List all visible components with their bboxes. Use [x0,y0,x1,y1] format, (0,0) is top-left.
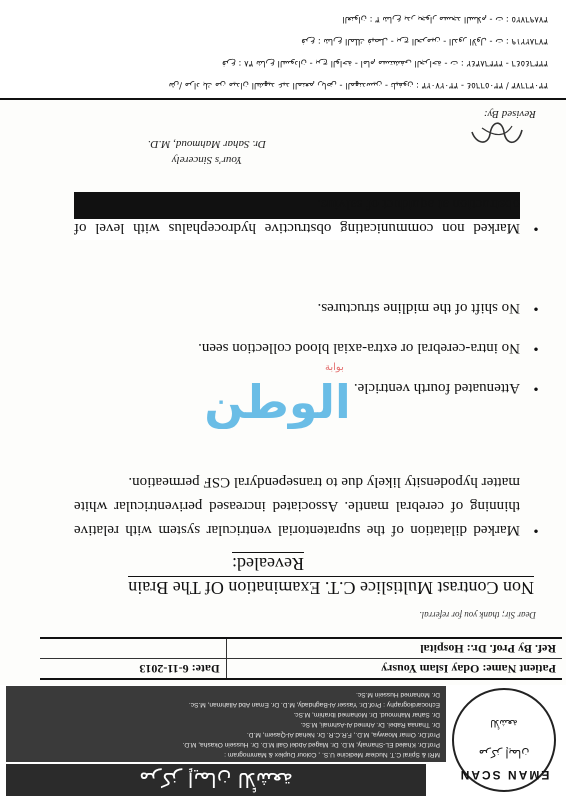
staff-line: Prof.Dr. Omar Moawya, M.D., F.R.C.R. Dr. Nehad Al-Qasem, M.D. [246,731,440,738]
finding-text: Attenuated fourth ventricle. [353,380,520,396]
logo-arabic-text: مركز إيمان [478,747,530,760]
patient-row-2 [40,639,562,658]
referring-doctor: Ref. By Prof. Dr.: Hospital [226,639,562,658]
footer-line: ش/ مراد بك من ميدان الشهيد عبد المنعم رياض - المهندسين - تليفون : ٣٣٠٢٧٠٢٣ - ٣٣٠٥٦٦٥٤ / ٣٣٠٣٦٦٧٣ [168,80,548,90]
patient-name: Patient Name: Oday Islam Yousry [226,659,562,678]
empty-cell [40,639,226,658]
bullet-icon: • [533,220,539,236]
footer-line: فرع : شارع الملك فيصل - برج الحرمين - الدور الأول - ت : ٣٧٦٨٢٢١٩ [301,36,548,46]
bullet-icon: • [533,380,539,396]
revised-by-label: Revised By: [483,108,536,120]
finding-item-conclusion [74,192,544,240]
closing-text: Your's Sincerely [171,154,243,166]
staff-line: MRI & Spiral C.T. Nuclear Medicine U.S. , Colour Duplex & Mammogram : [224,751,440,758]
finding-text: No shift of the midline structures. [317,300,520,316]
finding-text: No intra-cerebral or extra-axial blood collection seen. [198,340,520,356]
signer-name: Dr. Sahar Mahmoud, M.D. [147,138,266,150]
staff-line: Prof.Dr. Khaled EL-Shamaly, M.D. Dr. Maged Abdel Gall M.D. Dr. Hussein Okasha, M.D. [182,741,440,748]
greeting: Dear Sir; thank you for referral. [419,610,536,620]
handwritten-signature [466,116,526,150]
footer-line: فرع : ٣٨ شارع السودان - برج الواحة - أمام مستشفى الجراحة - ت : ٣٣٣٦٨٣٤٢ - ٣٣٣٦٤٥٤٦ [222,58,548,68]
finding-item [74,470,544,542]
finding-item [74,336,544,360]
watermark-text: الوطن [204,375,351,429]
patient-row-1 [40,658,562,678]
arabic-banner: مركز إيمان للأشعة [6,764,426,796]
footer-line: العنوان : ٣ شارع بدر بجوار مسجد السلام - ت : ٣٧٨٩٦٧٢٥ [342,14,548,24]
closing-block [148,136,266,168]
staff-list [6,686,446,762]
staff-line: Dr. Mohamed Hussein M.Sc. [356,691,440,698]
clinic-logo [452,688,556,792]
logo-brand-text: EMAN SCAN [458,768,550,782]
watermark-logo [175,362,380,436]
bullet-icon: • [533,340,539,356]
report-date: Date: 6-11-2013 [139,662,220,676]
letterhead [0,685,566,800]
staff-line: Echocardiography : Prof.Dr. Yasser Al-Baghdady, M.D. Dr. Eman Abd Allahman, M.Sc. [188,701,440,708]
finding-text: Marked dilatation of the supratentorial ventricular system with relative thinning of cerebral mantle. Associated increased periventricular white matter hypodensity likely due to transependyral CSF permeation. [74,474,520,538]
logo-arabic-subtext: للأشعة [490,717,518,728]
finding-item [74,296,544,320]
staff-line: Dr. Thanaa Rabei. Dr. Ahmed Al-Ashmali, M.Sc. [300,721,440,728]
report-title-revealed: Revealed: [232,554,304,574]
footer-addresses [0,0,566,100]
staff-line: Dr. Sahar Mahmoud. Dr. Mohamed Ibrahim, M.Sc. [293,711,440,718]
report-title: Non Contrast Multislice C.T. Examination Of The Brain [128,578,534,598]
patient-info-table [40,637,562,680]
watermark-subtext: بوابة [325,362,344,373]
finding-text: Marked non communicating obstructive hydrocephalus with level of obstruction at aquiduct of salvius. [74,192,520,240]
bullet-icon: • [533,300,539,316]
bullet-icon: • [533,522,539,538]
